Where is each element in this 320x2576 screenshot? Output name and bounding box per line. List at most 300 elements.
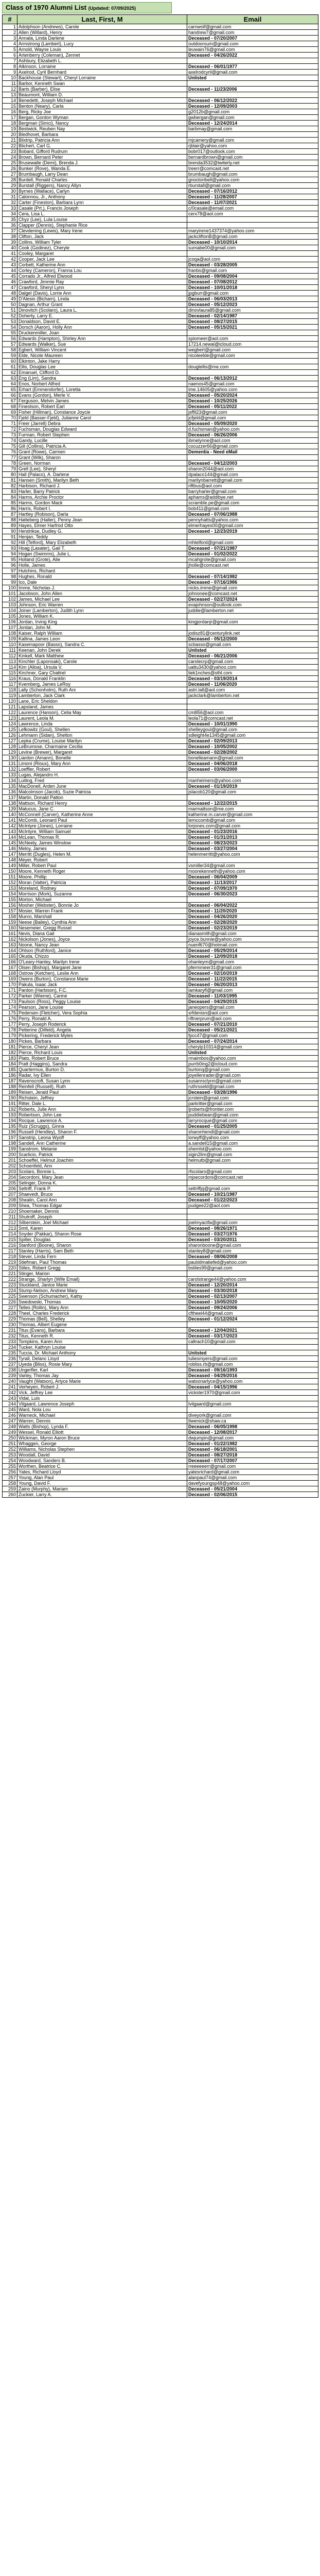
alumni-email[interactable]: gwbergan@gmail.com bbox=[187, 115, 318, 121]
alumni-email[interactable]: sharonboone@gmail.com bbox=[187, 1243, 318, 1248]
alumni-email[interactable]: lamkaryfl@gmail.com bbox=[187, 988, 318, 993]
table-row bbox=[3, 41, 318, 47]
alumni-email[interactable]: lorwyff@yahoo.com bbox=[187, 1135, 318, 1141]
alumni-email: Deceased - 09/16/1993 bbox=[187, 1367, 318, 1373]
table-row bbox=[3, 109, 318, 115]
alumni-name: D'Alesio (Bicham), Linda bbox=[17, 296, 187, 302]
table-row bbox=[3, 993, 318, 999]
row-number: 158 bbox=[3, 914, 17, 920]
alumni-email bbox=[187, 857, 318, 863]
row-number: 226 bbox=[3, 1299, 17, 1305]
alumni-email[interactable]: diveyork@gmail.com bbox=[187, 1413, 318, 1418]
alumni-email[interactable]: a.sandell15@gmail.com bbox=[187, 1141, 318, 1146]
alumni-name: James, Michael Lee bbox=[17, 597, 187, 602]
alumni-sheet bbox=[2, 2, 318, 1498]
alumni-email[interactable]: sharonhendl@gmail.com bbox=[187, 1129, 318, 1135]
row-number: 71 bbox=[3, 421, 17, 427]
alumni-email[interactable]: bobr017@outlook.com bbox=[187, 149, 318, 155]
alumni-name: Corbett, Katherine Ann bbox=[17, 262, 187, 268]
alumni-email[interactable]: cftheel44@gmail.com bbox=[187, 1311, 318, 1316]
table-row bbox=[3, 784, 318, 789]
alumni-email[interactable]: sumabe00@gmail.com bbox=[187, 245, 318, 251]
alumni-email[interactable]: astri.lall@aol.com bbox=[187, 687, 318, 693]
alumni-email[interactable]: naenos45@gmail.com bbox=[187, 381, 318, 387]
table-row bbox=[3, 359, 318, 364]
alumni-email[interactable]: cerx78@aol.com bbox=[187, 211, 318, 217]
alumni-email[interactable]: lvilgaard@gmail.com bbox=[187, 1401, 318, 1407]
alumni-email[interactable]: rjblair@yahoo.com bbox=[187, 143, 318, 149]
alumni-email[interactable]: caltrach10@gmail.com bbox=[187, 1339, 318, 1345]
alumni-name: Brusewalle (Demi), Brenda J. bbox=[17, 160, 187, 166]
table-row bbox=[3, 217, 318, 223]
alumni-email[interactable]: sdleight4e1345@gmail.com bbox=[187, 733, 318, 738]
alumni-name: Harms, Gordon Mack bbox=[17, 500, 187, 506]
row-number: 65 bbox=[3, 387, 17, 393]
table-row bbox=[3, 206, 318, 211]
alumni-email[interactable]: seltriffpj@gmail.com bbox=[187, 1186, 318, 1192]
alumni-email[interactable]: dianasmith@gmail.com bbox=[187, 931, 318, 937]
alumni-email[interactable]: pfermmeer31@gmail.com bbox=[187, 965, 318, 971]
table-row bbox=[3, 104, 318, 109]
table-row bbox=[3, 347, 318, 353]
table-row bbox=[3, 687, 318, 693]
row-number: 124 bbox=[3, 721, 17, 727]
alumni-email[interactable]: barbmay@gmail.com bbox=[187, 126, 318, 132]
alumni-name: Thomas (Bell), Shelley bbox=[17, 1316, 187, 1322]
alumni-email[interactable]: jodisz81@centurylink.net bbox=[187, 631, 318, 636]
table-row bbox=[3, 149, 318, 155]
table-row bbox=[3, 1016, 318, 1022]
alumni-email: Deceased - 04/12/2003 bbox=[187, 461, 318, 466]
table-row bbox=[3, 534, 318, 540]
alumni-email[interactable]: srfdenisn@aol.com bbox=[187, 1010, 318, 1016]
alumni-email[interactable]: carolecrp@gmail.com bbox=[187, 659, 318, 665]
row-number: 59 bbox=[3, 353, 17, 359]
table-row bbox=[3, 1418, 318, 1424]
alumni-email[interactable]: franbs@gmail.com bbox=[187, 268, 318, 274]
alumni-email: Deceased - 02/13/2007 bbox=[187, 1294, 318, 1299]
alumni-name: Perry, Joseph Roderick bbox=[17, 1022, 187, 1027]
alumni-email[interactable]: jcrstein@gmail.com bbox=[187, 1095, 318, 1101]
alumni-email: Deceased - 03/27/1976 bbox=[187, 1231, 318, 1237]
alumni-email: Deceased - 03/30/2018 bbox=[187, 1288, 318, 1294]
alumni-email[interactable]: tuliesmyers@gmail.com bbox=[187, 1356, 318, 1362]
alumni-email[interactable]: leola71@comcast.net bbox=[187, 716, 318, 721]
alumni-email[interactable]: juddie@lamberton.net bbox=[187, 608, 318, 614]
alumni-email: Deceased - 12/08/2017 bbox=[187, 1430, 318, 1435]
table-row bbox=[3, 1039, 318, 1044]
alumni-email[interactable]: joyellenrader@gmail.com bbox=[187, 1073, 318, 1078]
alumni-name: Bergan, Gordon Wyman bbox=[17, 115, 187, 121]
alumni-email[interactable]: yatesrichard@gmail.com bbox=[187, 1469, 318, 1475]
row-number: 142 bbox=[3, 823, 17, 829]
alumni-name: Donaldson, David E. bbox=[17, 319, 187, 325]
table-row bbox=[3, 942, 318, 948]
alumni-email: Deceased - 09/24/2006 bbox=[187, 1305, 318, 1311]
alumni-email[interactable]: evajohnson@outlook.com bbox=[187, 602, 318, 608]
table-row bbox=[3, 376, 318, 381]
alumni-name: Moore, Phillip bbox=[17, 874, 187, 880]
alumni-email: Deceased - 04/26/2020 bbox=[187, 914, 318, 920]
alumni-email[interactable]: lorjones.com@gmail.com bbox=[187, 823, 318, 829]
alumni-email[interactable]: nicoleelde@gmail.com bbox=[187, 353, 318, 359]
alumni-email[interactable]: sharon2044@aol.com bbox=[187, 466, 318, 472]
table-row bbox=[3, 1056, 318, 1061]
table-row bbox=[3, 1050, 318, 1056]
alumni-email[interactable]: pudgee22@aol.com bbox=[187, 1203, 318, 1209]
alumni-email[interactable]: shelleygoul@gmail.com bbox=[187, 727, 318, 733]
alumni-email[interactable]: helenmerritt@yahoo.com bbox=[187, 852, 318, 857]
alumni-email[interactable]: mhtelford@gmail.com bbox=[187, 540, 318, 546]
row-number: 113 bbox=[3, 659, 17, 665]
alumni-email: Deceased - 07/08/2012 bbox=[187, 279, 318, 285]
alumni-email[interactable]: brumbaugh@gmail.com bbox=[187, 172, 318, 177]
table-row bbox=[3, 1141, 318, 1146]
alumni-email: Deceased - 06/04/2009 bbox=[187, 874, 318, 880]
alumni-name: Hoag (Lasater), Gail T. bbox=[17, 546, 187, 551]
alumni-email[interactable]: tlwenick@shaw.ca bbox=[187, 1418, 318, 1424]
table-row bbox=[3, 223, 318, 228]
alumni-name: Vilgaard, Lawrence Joseph bbox=[17, 1401, 187, 1407]
alumni-email[interactable]: liek1nches@sthl.com bbox=[187, 670, 318, 676]
alumni-email[interactable]: helmutb@gmail.com bbox=[187, 1158, 318, 1163]
alumni-email[interactable]: maryirene1437374@yahoo.com bbox=[187, 228, 318, 234]
alumni-email[interactable]: moorekenneth@yahoo.com bbox=[187, 869, 318, 874]
row-number: 51 bbox=[3, 308, 17, 313]
row-number: 248 bbox=[3, 1424, 17, 1430]
table-row bbox=[3, 1277, 318, 1282]
alumni-email[interactable]: axelrodcyril@gmail.com bbox=[187, 70, 318, 75]
alumni-email[interactable]: g2012b@gmail.com bbox=[187, 109, 318, 115]
alumni-email[interactable]: rfscolaro@gmail.com bbox=[187, 1169, 318, 1175]
row-number: 5 bbox=[3, 47, 17, 53]
alumni-email[interactable]: elmerhayes00@gmail.com bbox=[187, 523, 318, 529]
alumni-email[interactable]: jcoqa@aol.com bbox=[187, 257, 318, 262]
alumni-email[interactable]: douglellis@me.com bbox=[187, 364, 318, 370]
alumni-email[interactable]: c/0casale@email.com bbox=[187, 206, 318, 211]
alumni-email[interactable]: robliss.rb@gmail.com bbox=[187, 1362, 318, 1367]
row-number: 2 bbox=[3, 30, 17, 36]
row-number: 129 bbox=[3, 750, 17, 755]
alumni-email[interactable]: vickster1970@gmail.com bbox=[187, 1390, 318, 1396]
alumni-email[interactable]: ohanleym@gmail.com bbox=[187, 959, 318, 965]
table-row bbox=[3, 891, 318, 897]
row-number: 256 bbox=[3, 1469, 17, 1475]
alumni-email[interactable]: riftbus@aol.com bbox=[187, 483, 318, 489]
alumni-email[interactable]: fpcc47@gmail.com bbox=[187, 1033, 318, 1039]
alumni-email[interactable]: nuenf670@hotmail.com bbox=[187, 942, 318, 948]
row-number: 167 bbox=[3, 965, 17, 971]
table-row bbox=[3, 914, 318, 920]
alumni-email[interactable]: marilynbarrett@gmail.com bbox=[187, 478, 318, 483]
table-row bbox=[3, 557, 318, 563]
table-row bbox=[3, 1101, 318, 1107]
alumni-name: Stiefman, Paul Thomas bbox=[17, 1260, 187, 1265]
alumni-name: Cooper, Jack Lee bbox=[17, 257, 187, 262]
row-number: 74 bbox=[3, 438, 17, 444]
alumni-email[interactable]: paulstlmatiefed@yahoo.com bbox=[187, 1260, 318, 1265]
alumni-email[interactable]: dinovlaura85@gmail.com bbox=[187, 308, 318, 313]
alumni-name: Sandell, Ann Catherine bbox=[17, 1141, 187, 1146]
alumni-name: Kraus, Donald Franklin bbox=[17, 676, 187, 682]
alumni-email[interactable]: ibmelynne@aol.com bbox=[187, 438, 318, 444]
table-row bbox=[3, 155, 318, 160]
alumni-email[interactable]: jsffil23@gmail.com bbox=[187, 410, 318, 415]
table-row bbox=[3, 1135, 318, 1141]
alumni-email[interactable]: scbasso@gmail.com bbox=[187, 642, 318, 648]
table-row bbox=[3, 126, 318, 132]
alumni-name: Paulson (Ross), Peggy Louise bbox=[17, 999, 187, 1005]
alumni-name: Plato, Robert Bruce bbox=[17, 1056, 187, 1061]
alumni-email[interactable]: gnoctoribell@yahoo.com bbox=[187, 177, 318, 183]
row-number: 236 bbox=[3, 1356, 17, 1362]
row-number: 61 bbox=[3, 364, 17, 370]
row-number: 155 bbox=[3, 897, 17, 903]
alumni-name: Stuckland, Janice Marie bbox=[17, 1282, 187, 1288]
row-number: 253 bbox=[3, 1452, 17, 1458]
table-row bbox=[3, 1090, 318, 1095]
alumni-email: Deceased - 12/09/2018 bbox=[187, 954, 318, 959]
table-row bbox=[3, 478, 318, 483]
row-number: 254 bbox=[3, 1458, 17, 1464]
alumni-email[interactable]: puddiebean@gmail.com bbox=[187, 1112, 318, 1118]
alumni-email[interactable]: carolstrange44@yahoo.com bbox=[187, 1277, 318, 1282]
row-number: 12 bbox=[3, 87, 17, 92]
alumni-email[interactable]: bob411@gmail.com bbox=[187, 506, 318, 512]
row-number: 208 bbox=[3, 1197, 17, 1203]
alumni-email[interactable]: carnwolf@gmail.com bbox=[187, 24, 318, 30]
alumni-name: Morrison (Mork), Suzanne bbox=[17, 891, 187, 897]
table-row bbox=[3, 132, 318, 138]
alumni-name: Collins, William Tyler bbox=[17, 240, 187, 245]
alumni-email[interactable]: rburstall@gmail.com bbox=[187, 183, 318, 189]
alumni-email: Deceased - 05/21/2021 bbox=[187, 1027, 318, 1033]
alumni-email[interactable]: bstiles99@gmail.com bbox=[187, 1265, 318, 1271]
alumni-email[interactable]: handrew7@gmail.com bbox=[187, 30, 318, 36]
alumni-name: Perry, Ronald A. bbox=[17, 1016, 187, 1022]
table-row bbox=[3, 1413, 318, 1418]
alumni-name: Ashbury, Elizabeth L. bbox=[17, 58, 187, 64]
alumni-email[interactable]: pennyhatts@yahoo.com bbox=[187, 517, 318, 523]
table-row bbox=[3, 1192, 318, 1197]
row-number: 193 bbox=[3, 1112, 17, 1118]
table-row bbox=[3, 767, 318, 772]
table-row bbox=[3, 313, 318, 319]
table-row bbox=[3, 1197, 318, 1203]
alumni-email[interactable]: joelmyactfa@gmail.com bbox=[187, 1220, 318, 1226]
row-number: 18 bbox=[3, 121, 17, 126]
alumni-email: Deceased - 11/06/2020 bbox=[187, 682, 318, 687]
alumni-email bbox=[187, 370, 318, 376]
table-row bbox=[3, 1237, 318, 1243]
alumni-name: Fisher (Hillman), Constance Joycie bbox=[17, 410, 187, 415]
alumni-email[interactable]: bernardbrown@gmail.com bbox=[187, 155, 318, 160]
table-row bbox=[3, 869, 318, 874]
alumni-email[interactable]: d.fuchsman@yahoo.com bbox=[187, 427, 318, 432]
alumni-email[interactable]: jholle@comcast.net bbox=[187, 563, 318, 568]
table-row bbox=[3, 659, 318, 665]
alumni-email: Deceased - 06/26/2006 bbox=[187, 432, 318, 438]
alumni-email[interactable]: davefyoungsp48@yahoo.com bbox=[187, 1481, 318, 1486]
alumni-email[interactable]: outdoorsum@gmail.com bbox=[187, 41, 318, 47]
alumni-email: Deceased - 10/10/2014 bbox=[187, 240, 318, 245]
table-row bbox=[3, 727, 318, 733]
row-number: 7 bbox=[3, 58, 17, 64]
row-number: 10 bbox=[3, 75, 17, 81]
alumni-email[interactable]: mjsecordoni@comcast.net bbox=[187, 1175, 318, 1180]
row-number: 246 bbox=[3, 1413, 17, 1418]
row-number: 151 bbox=[3, 874, 17, 880]
row-number: 172 bbox=[3, 993, 17, 999]
table-row bbox=[3, 857, 318, 863]
alumni-email[interactable]: mcahgrote@gmail.com bbox=[187, 557, 318, 563]
alumni-email[interactable]: brenda3532@twiterly.net bbox=[187, 160, 318, 166]
alumni-email[interactable]: manheimers@yahoo.com bbox=[187, 778, 318, 784]
alumni-email[interactable]: watsonarlyce@yahoo.com bbox=[187, 1379, 318, 1384]
alumni-email[interactable]: barryharler@gmail.com bbox=[187, 489, 318, 495]
table-row bbox=[3, 835, 318, 840]
alumni-email[interactable]: leuwain76@gmail.com bbox=[187, 47, 318, 53]
alumni-name: Mattson, Richard Henry bbox=[17, 801, 187, 806]
alumni-email bbox=[187, 699, 318, 704]
alumni-email[interactable]: dpalaco144@gmail.com bbox=[187, 472, 318, 478]
alumni-email[interactable]: jackclark@lamberton.net bbox=[187, 693, 318, 699]
alumni-email[interactable]: ime.14605@yahoo.com bbox=[187, 387, 318, 393]
alumni-email[interactable]: katherine.m.carver@gmail.com bbox=[187, 812, 318, 818]
table-row bbox=[3, 1186, 318, 1192]
table-row bbox=[3, 415, 318, 421]
row-number: 163 bbox=[3, 942, 17, 948]
alumni-email[interactable]: ruthrsseld@gmail.com bbox=[187, 1084, 318, 1090]
table-row bbox=[3, 1339, 318, 1345]
alumni-email[interactable]: cmlll56@aol.com bbox=[187, 710, 318, 716]
alumni-email: Deceased - 01/31/2013 bbox=[187, 835, 318, 840]
alumni-name: Johnson, Eric Warren bbox=[17, 602, 187, 608]
row-number: 72 bbox=[3, 427, 17, 432]
alumni-email[interactable]: scramble.pe@gmail.com bbox=[187, 500, 318, 506]
alumni-email[interactable]: vsmiller34@gmail.com bbox=[187, 863, 318, 869]
alumni-email[interactable]: bonelleamann@gmail.com bbox=[187, 755, 318, 761]
alumni-email[interactable]: spiomeer@aol.com bbox=[187, 336, 318, 342]
table-row bbox=[3, 648, 318, 653]
alumni-email[interactable]: sigin2lim@gmail.com bbox=[187, 1152, 318, 1158]
alumni-email[interactable]: purrb0ing2@icloud.com bbox=[187, 1061, 318, 1067]
alumni-email[interactable]: joyce.bunnie@yahoo.com bbox=[187, 937, 318, 942]
alumni-name: Harbison, Richard J. bbox=[17, 483, 187, 489]
alumni-name: Calonnou, Jr., Anthony bbox=[17, 194, 187, 200]
alumni-email[interactable]: marmattson@me.com bbox=[187, 806, 318, 812]
alumni-name: Seltriff, Frank P. bbox=[17, 1186, 187, 1192]
alumni-name: Dagnan, Arthur Grant bbox=[17, 302, 187, 308]
alumni-email: Deceased - 11/22/2015 bbox=[187, 976, 318, 982]
alumni-name: Woodall, David bbox=[17, 1452, 187, 1458]
row-number: 34 bbox=[3, 211, 17, 217]
alumni-name: Ruiz (Scruggs), Ginna bbox=[17, 1124, 187, 1129]
table-row bbox=[3, 971, 318, 976]
table-row bbox=[3, 937, 318, 942]
alumni-email[interactable]: dwjumpin@gmail.com bbox=[187, 1435, 318, 1441]
table-row bbox=[3, 398, 318, 404]
alumni-email: Deceased - 09/08/2004 bbox=[187, 274, 318, 279]
row-number: 99 bbox=[3, 580, 17, 585]
alumni-email[interactable]: ljroberts@frontier.com bbox=[187, 1107, 318, 1112]
alumni-email[interactable]: nicks.imme@gmail.com bbox=[187, 585, 318, 591]
row-number: 89 bbox=[3, 523, 17, 529]
alumni-email[interactable]: johnonee@comcast.net bbox=[187, 591, 318, 597]
table-row bbox=[3, 302, 318, 308]
alumni-name: Bergman (Simci), Nancy bbox=[17, 121, 187, 126]
table-row bbox=[3, 1475, 318, 1481]
alumni-email bbox=[187, 614, 318, 619]
alumni-email: Deceased - 04/26/2022 bbox=[187, 53, 318, 58]
alumni-email: Deceased - 02/10/2019 bbox=[187, 971, 318, 976]
alumni-email[interactable]: burtonq@gmail.com bbox=[187, 1067, 318, 1073]
alumni-email[interactable]: riftnerprum@aol.com bbox=[187, 1016, 318, 1022]
table-row bbox=[3, 1226, 318, 1231]
row-number: 41 bbox=[3, 251, 17, 257]
alumni-name: Munro, Marshall bbox=[17, 914, 187, 920]
alumni-name: Beaumont, William D. bbox=[17, 92, 187, 98]
alumni-email[interactable]: janeopers@gmail.com bbox=[187, 1005, 318, 1010]
alumni-name: Theel, Charles Frederick bbox=[17, 1311, 187, 1316]
alumni-email[interactable]: kingjordanjr@gmail.com bbox=[187, 619, 318, 625]
alumni-email[interactable]: cherylp10314@gmail.com bbox=[187, 1044, 318, 1050]
alumni-email[interactable]: susanrsclynn@gmail.com bbox=[187, 1078, 318, 1084]
alumni-email: Deceased - 06/30/2023 bbox=[187, 891, 318, 897]
alumni-email[interactable]: 17214.newal@icloud.com bbox=[187, 342, 318, 347]
alumni-name: Levine (Brewer), Margaret bbox=[17, 750, 187, 755]
row-number: 90 bbox=[3, 529, 17, 534]
alumni-name: Okuda, Chizzo bbox=[17, 954, 187, 959]
alumni-email[interactable]: rmaimbos@yahoo.com bbox=[187, 1056, 318, 1061]
alumni-email: Deceased - 04/29/2015 bbox=[187, 999, 318, 1005]
alumni-email[interactable]: jackcliftonB@gmail.com bbox=[187, 234, 318, 240]
alumni-name: Telles (Rollin), Mary Ann bbox=[17, 1305, 187, 1311]
alumni-name: Lawrence, Linda bbox=[17, 721, 187, 727]
alumni-email[interactable]: uattu3430@yahoo.com bbox=[187, 665, 318, 670]
alumni-email[interactable]: shemlst@yahoo.com bbox=[187, 1146, 318, 1152]
alumni-name: Emanuel, Clifford D. bbox=[17, 370, 187, 376]
row-number: 11 bbox=[3, 81, 17, 87]
alumni-name: Brumbaugh, Larry Dean bbox=[17, 172, 187, 177]
row-number: 20 bbox=[3, 132, 17, 138]
alumni-email[interactable]: jslacob120@gmail.com bbox=[187, 789, 318, 795]
alumni-email[interactable]: stanley8@gmail.com bbox=[187, 1248, 318, 1254]
table-row bbox=[3, 551, 318, 557]
row-number: 237 bbox=[3, 1362, 17, 1367]
alumni-email: Unlisted bbox=[187, 1350, 318, 1356]
table-row bbox=[3, 285, 318, 291]
alumni-name: Benton (Neary), Carla bbox=[17, 104, 187, 109]
alumni-email[interactable]: treerr@comcast.net bbox=[187, 166, 318, 172]
alumni-email[interactable]: lemccomb@gmail.com bbox=[187, 818, 318, 823]
alumni-email[interactable]: alanpaul74@gmail.com bbox=[187, 1475, 318, 1481]
alumni-email[interactable]: parkritter@gmail.com bbox=[187, 1101, 318, 1107]
alumni-email[interactable]: aphams@addibye.net bbox=[187, 495, 318, 500]
row-number: 242 bbox=[3, 1390, 17, 1396]
alumni-name: Blichert, Carl G. bbox=[17, 143, 187, 149]
alumni-email[interactable]: larryrocque@gmail.com bbox=[187, 1118, 318, 1124]
alumni-email[interactable]: jpgburr@gmail.com bbox=[187, 291, 318, 296]
table-row bbox=[3, 829, 318, 835]
alumni-email[interactable]: jcfjeld@gmail.com bbox=[187, 415, 318, 421]
alumni-email[interactable]: rreeeeeerr@gmail.com bbox=[187, 1464, 318, 1469]
row-number: 136 bbox=[3, 789, 17, 795]
alumni-email[interactable]: cocuzzer66@gmail.com bbox=[187, 444, 318, 449]
alumni-email[interactable]: mjcamery@gmail.com bbox=[187, 138, 318, 143]
alumni-email[interactable]: wegbert@gmail.com bbox=[187, 347, 318, 353]
table-row bbox=[3, 1288, 318, 1294]
